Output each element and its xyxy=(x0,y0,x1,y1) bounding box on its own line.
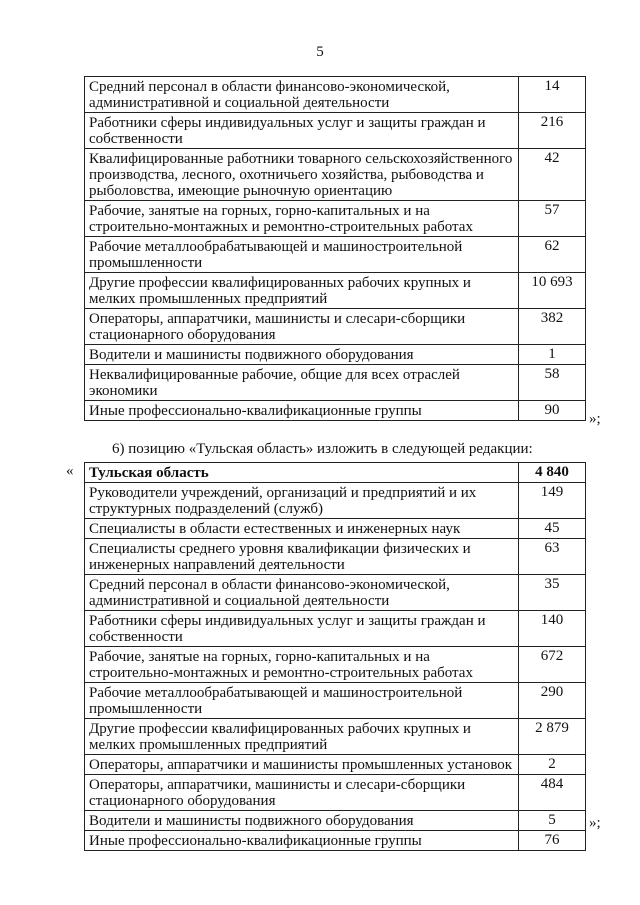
table-row xyxy=(85,309,586,345)
row-label: Средний персонал в области финансово-экономической, административной и социальной деятельности xyxy=(85,77,519,113)
region-name: Тульская область xyxy=(85,463,519,483)
table-row xyxy=(85,149,586,201)
table-row xyxy=(85,539,586,575)
row-label: Рабочие, занятые на горных, горно-капитальных и на строительно-монтажных и ремонтно-строительных работах xyxy=(85,647,519,683)
table-row xyxy=(85,113,586,149)
row-label: Квалифицированные работники товарного сельскохозяйственного производства, лесного, охотничьего хозяйства, рыбоводства и рыболовства, имеющие рыночную ориентацию xyxy=(85,149,519,201)
table-row xyxy=(85,483,586,519)
row-value: 90 xyxy=(519,401,586,421)
row-value: 35 xyxy=(519,575,586,611)
row-label: Иные профессионально-квалификационные группы xyxy=(85,401,519,421)
row-label: Водители и машинисты подвижного оборудования xyxy=(85,345,519,365)
row-label: Другие профессии квалифицированных рабочих крупных и мелких промышленных предприятий xyxy=(85,273,519,309)
row-label: Рабочие металлообрабатывающей и машиностроительной промышленности xyxy=(85,683,519,719)
row-label: Руководители учреждений, организаций и предприятий и их структурных подразделений (служб) xyxy=(85,483,519,519)
table-row xyxy=(85,647,586,683)
region-total: 4 840 xyxy=(519,463,586,483)
occupation-table-tula-region xyxy=(84,462,586,851)
table-row xyxy=(85,77,586,113)
row-value: 2 879 xyxy=(519,719,586,755)
table-row xyxy=(85,775,586,811)
row-label: Другие профессии квалифицированных рабочих крупных и мелких промышленных предприятий xyxy=(85,719,519,755)
row-value: 10 693 xyxy=(519,273,586,309)
row-label: Работники сферы индивидуальных услуг и защиты граждан и собственности xyxy=(85,113,519,149)
row-label: Операторы, аппаратчики, машинисты и слесари-сборщики стационарного оборудования xyxy=(85,309,519,345)
row-label: Рабочие металлообрабатывающей и машиностроительной промышленности xyxy=(85,237,519,273)
row-value: 63 xyxy=(519,539,586,575)
table-header-row xyxy=(85,463,586,483)
closing-quote-mark: »; xyxy=(589,411,601,427)
row-label: Иные профессионально-квалификационные группы xyxy=(85,831,519,851)
row-value: 149 xyxy=(519,483,586,519)
table-row xyxy=(85,201,586,237)
row-value: 58 xyxy=(519,365,586,401)
row-value: 382 xyxy=(519,309,586,345)
row-label: Операторы, аппаратчики, машинисты и слесари-сборщики стационарного оборудования xyxy=(85,775,519,811)
row-value: 140 xyxy=(519,611,586,647)
row-value: 290 xyxy=(519,683,586,719)
row-value: 45 xyxy=(519,519,586,539)
row-label: Средний персонал в области финансово-экономической, административной и социальной деятельности xyxy=(85,575,519,611)
table-row xyxy=(85,365,586,401)
table-row xyxy=(85,755,586,775)
occupation-table-previous-region xyxy=(84,76,586,421)
row-value: 62 xyxy=(519,237,586,273)
table-row xyxy=(85,273,586,309)
row-value: 484 xyxy=(519,775,586,811)
row-label: Неквалифицированные рабочие, общие для всех отраслей экономики xyxy=(85,365,519,401)
row-label: Водители и машинисты подвижного оборудования xyxy=(85,811,519,831)
page-number: 5 xyxy=(316,44,324,60)
row-value: 5 xyxy=(519,811,586,831)
row-label: Работники сферы индивидуальных услуг и защиты граждан и собственности xyxy=(85,611,519,647)
table-row xyxy=(85,401,586,421)
row-value: 14 xyxy=(519,77,586,113)
closing-quote-mark: »; xyxy=(589,815,601,831)
row-value: 1 xyxy=(519,345,586,365)
table-row xyxy=(85,575,586,611)
table-row xyxy=(85,345,586,365)
table-row xyxy=(85,237,586,273)
row-value: 57 xyxy=(519,201,586,237)
row-value: 2 xyxy=(519,755,586,775)
row-value: 76 xyxy=(519,831,586,851)
row-value: 216 xyxy=(519,113,586,149)
row-value: 672 xyxy=(519,647,586,683)
table-row xyxy=(85,683,586,719)
row-label: Специалисты в области естественных и инженерных наук xyxy=(85,519,519,539)
amendment-instruction: 6) позицию «Тульская область» изложить в следующей редакции: xyxy=(112,441,533,457)
table-row xyxy=(85,811,586,831)
table-row xyxy=(85,519,586,539)
row-value: 42 xyxy=(519,149,586,201)
table-row xyxy=(85,719,586,755)
opening-quote-mark: « xyxy=(66,463,74,479)
row-label: Специалисты среднего уровня квалификации физических и инженерных направлений деятельности xyxy=(85,539,519,575)
table-row xyxy=(85,831,586,851)
row-label: Операторы, аппаратчики и машинисты промышленных установок xyxy=(85,755,519,775)
table-row xyxy=(85,611,586,647)
row-label: Рабочие, занятые на горных, горно-капитальных и на строительно-монтажных и ремонтно-строительных работах xyxy=(85,201,519,237)
